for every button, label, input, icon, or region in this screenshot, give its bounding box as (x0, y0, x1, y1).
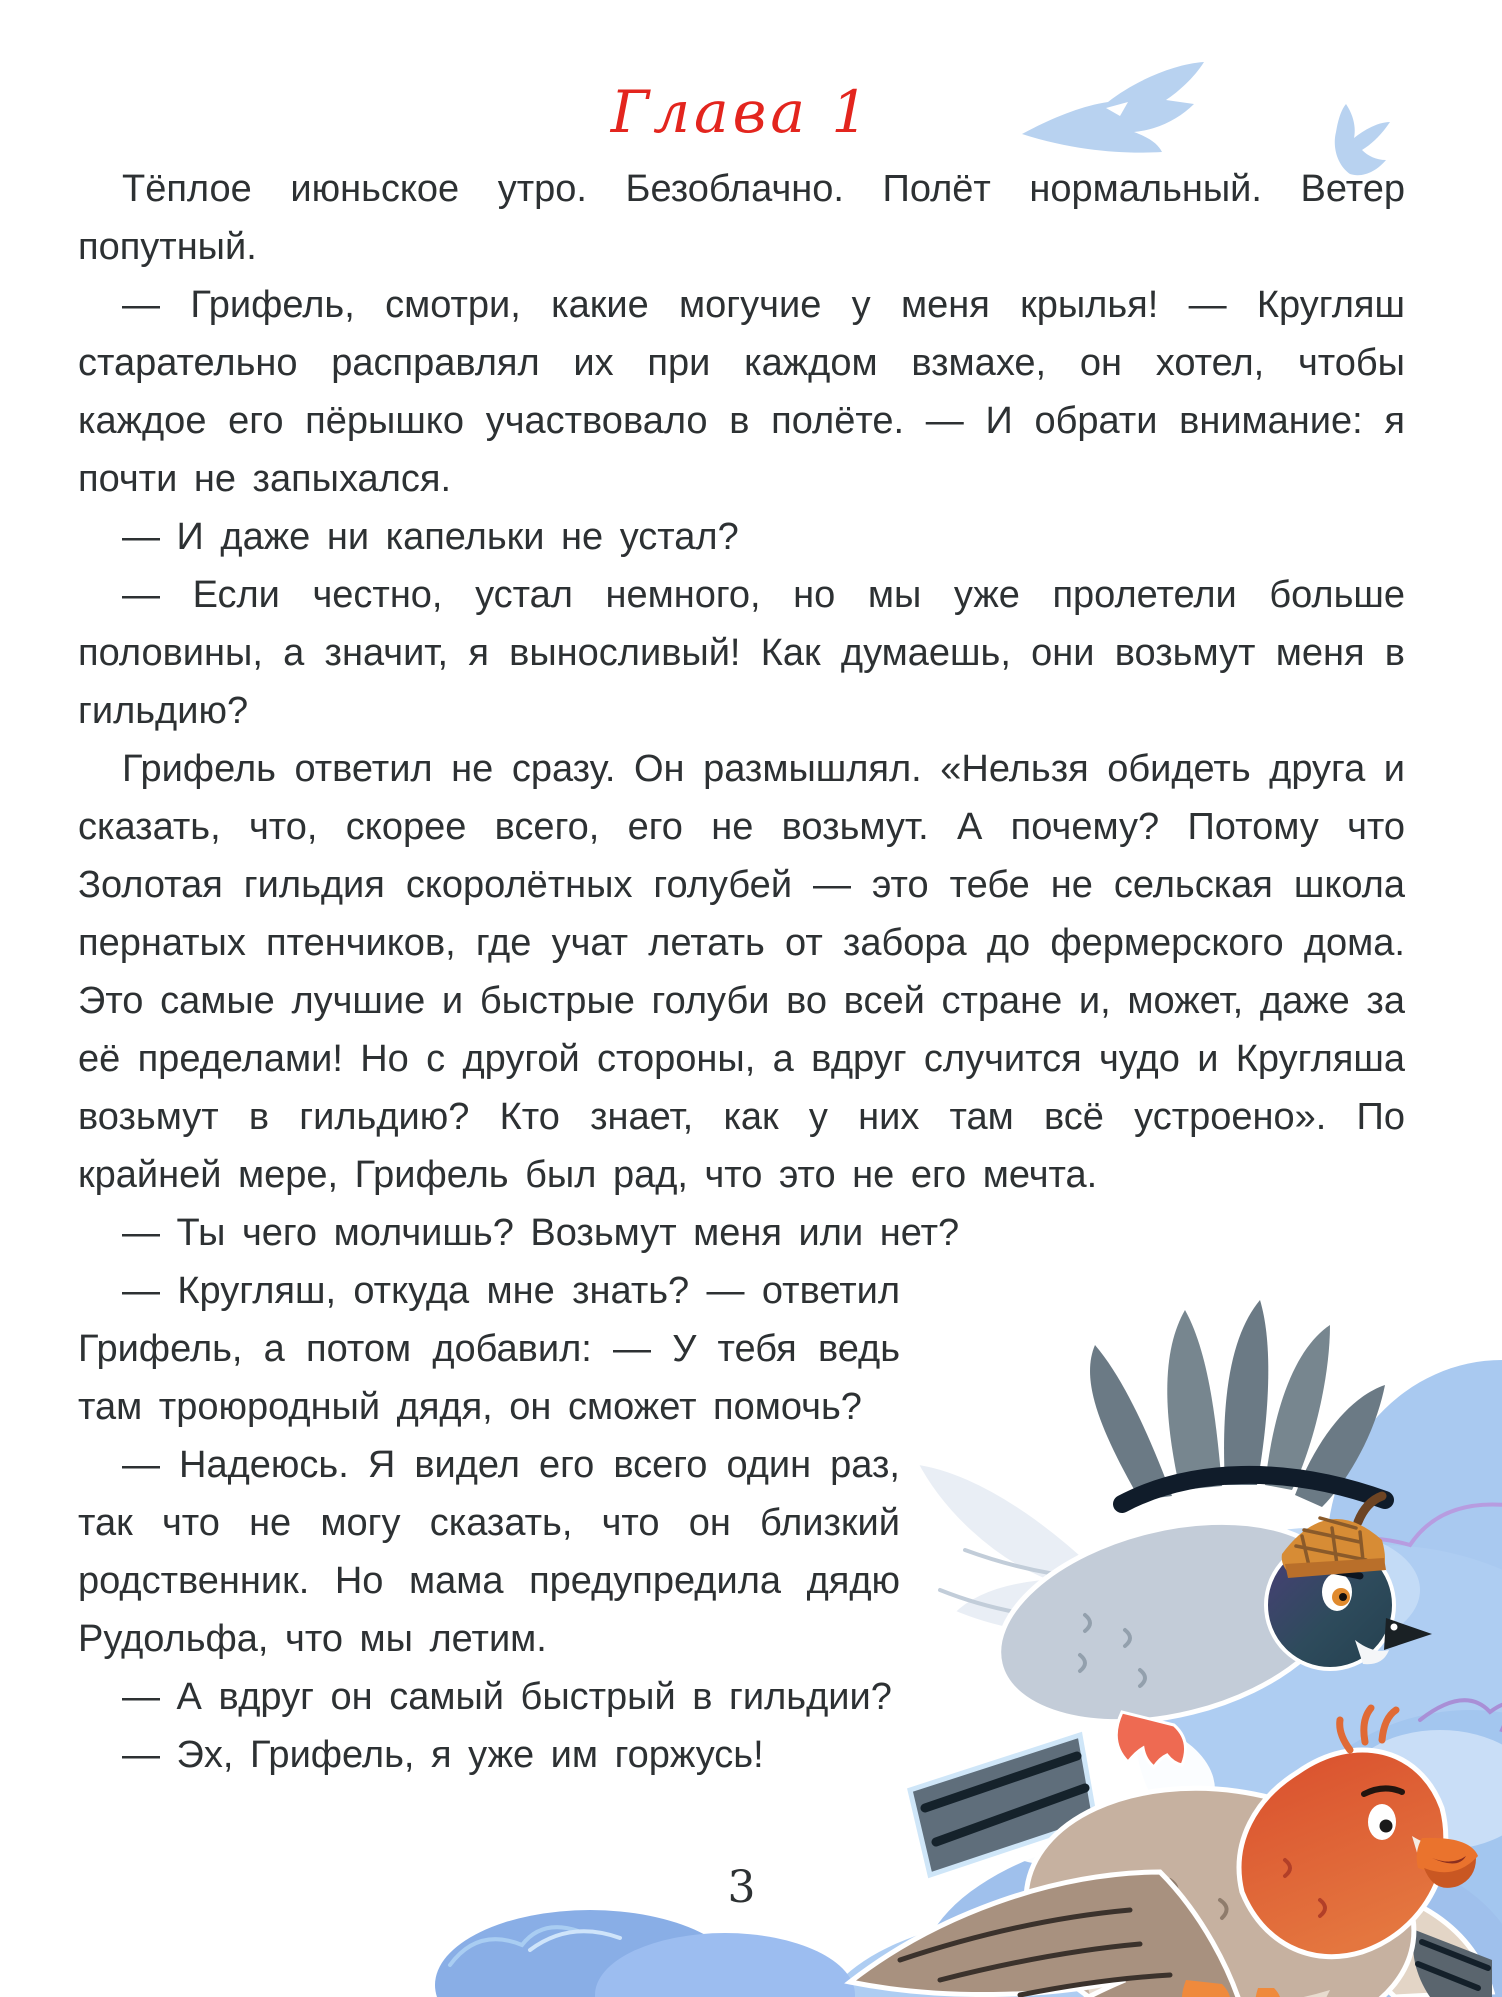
paragraph: — Кругляш, откуда мне знать? — ответил Грифель, а потом добавил: — У тебя ведь там троюродный дядя, он сможет помочь? (78, 1270, 900, 1428)
paragraph: — Эх, Грифель, я уже им горжусь! (122, 1734, 764, 1776)
cloud-bottom-left (435, 1910, 855, 1997)
paragraph: — Если честно, устал немного, но мы уже пролетели больше половины, а значит, я выносливый! Как думаешь, они возьмут меня в гильдию? (78, 574, 1405, 732)
paragraph: — Грифель, смотри, какие могучие у меня крылья! — Кругляш старательно расправлял их при каждом взмахе, он хотел, чтобы каждое его пёрышко участвовало в полёте. — И обрати внимание: я почти не запыхался. (78, 284, 1405, 500)
paragraph: — И даже ни капельки не устал? (122, 516, 739, 558)
story-text (78, 160, 1405, 1790)
gliding-bird-silhouette-icon (1018, 62, 1218, 157)
paragraph: Тёплое июньское утро. Безоблачно. Полёт нормальный. Ветер попутный. (78, 168, 1405, 268)
page-number: 3 (727, 1862, 756, 1913)
paragraph: — А вдруг он самый быстрый в гильдии? (122, 1676, 892, 1718)
paragraph: Грифель ответил не сразу. Он размышлял. «Нельзя обидеть друга и сказать, что, скорее всего, его не возьмут. А почему? Потому что Золотая гильдия скоролётных голубей — это тебе не сельская школа пернатых птенчиков, где учат летать от забора до фермерского дома. Это самые лучшие и быстрые голуби во всей стране и, может, даже за её пределами! Но с другой стороны, а вдруг случится чудо и Кругляша возьмут в гильдию? Кто знает, как у них там всё устроено». По крайней мере, Грифель был рад, что это не его мечта. (78, 748, 1405, 1196)
chapter-title: Глава 1 (610, 78, 873, 146)
paragraph: — Ты чего молчишь? Возьмут меня или нет? (122, 1212, 960, 1254)
text-wrap-spacer (900, 1320, 1405, 1790)
paragraph: — Надеюсь. Я видел его всего один раз, так что не могу сказать, что он близкий родственник. Но мама предупредила дядю Рудольфа, что мы летим. (78, 1444, 900, 1660)
